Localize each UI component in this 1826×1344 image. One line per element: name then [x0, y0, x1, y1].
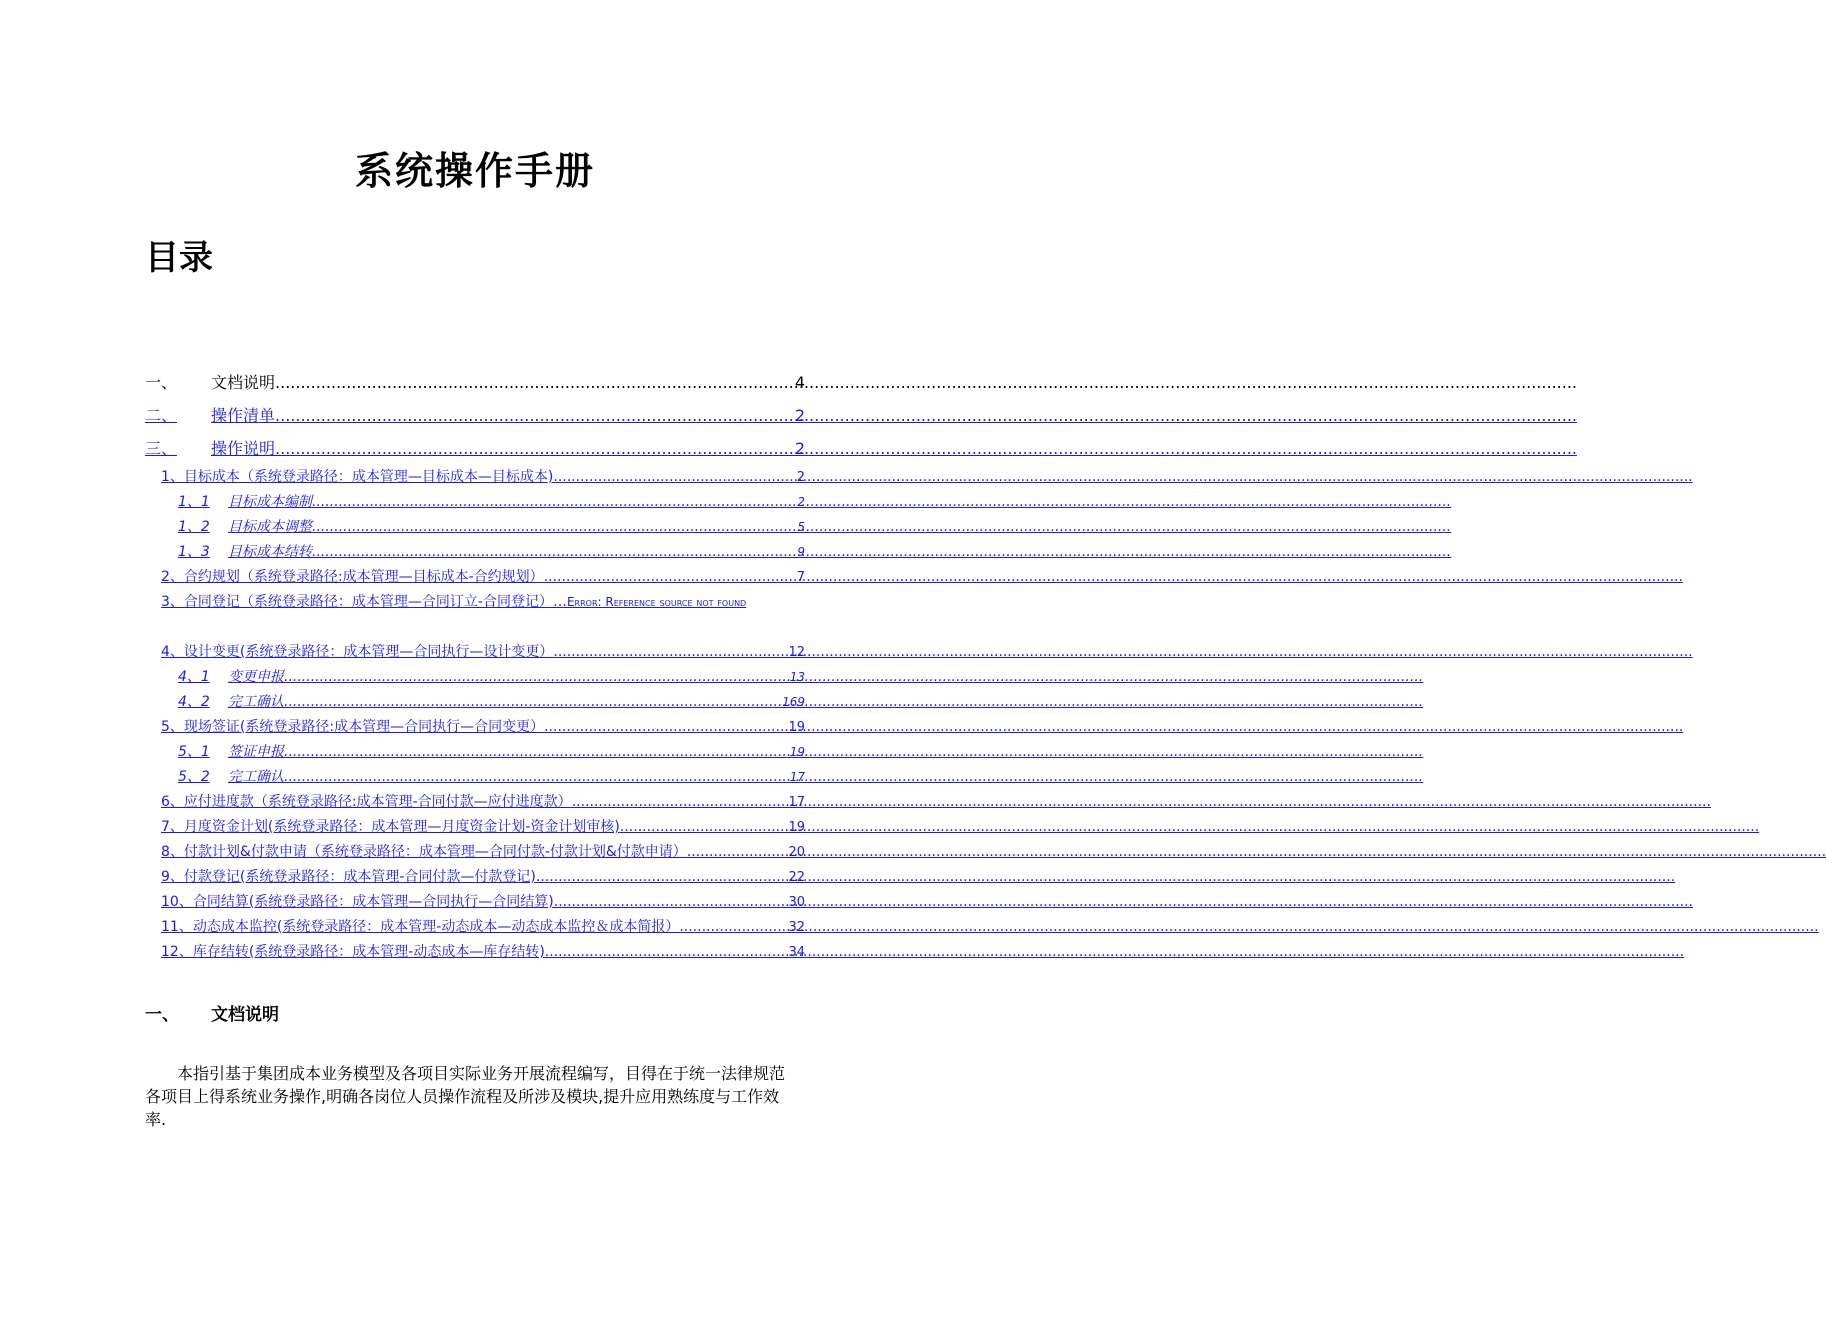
toc-entry-error: Error: Reference source not found — [566, 595, 747, 609]
toc-leader — [284, 740, 788, 765]
toc-entry-4-2[interactable] — [145, 690, 805, 715]
toc-entry-inventory-transfer[interactable] — [145, 940, 805, 965]
section-body-paragraph: 本指引基于集团成本业务模型及各项目实际业务开展流程编写，目得在于统一法律规范各项目上得系统业务操作,明确各岗位人员操作流程及所涉及模块,提升应用熟练度与工作效率. — [145, 1064, 786, 1129]
toc-leader — [545, 940, 787, 965]
toc-entry-page: 19 — [789, 745, 805, 759]
toc-leader — [572, 790, 787, 815]
toc-entry-1-1[interactable] — [145, 490, 805, 515]
toc-entry-number: 1、2 — [178, 519, 210, 535]
toc-entry-1-3[interactable] — [145, 540, 805, 565]
toc-leader — [275, 366, 793, 399]
toc-entry-page: 17 — [788, 795, 805, 810]
toc-entry-page: 2 — [794, 439, 805, 458]
toc-entry-page: 22 — [788, 870, 805, 885]
toc-entry-label: 2、合约规划（系统登录路径:成本管理—目标成本-合约规划） — [161, 569, 544, 585]
toc-entry-label: 签证申报 — [228, 744, 284, 760]
toc-entry-number: 一、 — [145, 373, 178, 392]
toc-entry-progress-payment[interactable] — [145, 790, 805, 815]
toc-entry-page: 5 — [797, 520, 805, 534]
toc-entry-payment-plan[interactable] — [145, 840, 805, 865]
toc-entry-payment-registration[interactable] — [145, 865, 805, 890]
toc-entry-page: 19 — [788, 820, 805, 835]
toc-entry-label: 11、动态成本监控(系统登录路径：成本管理-动态成本—动态成本监控＆成本简报） — [161, 919, 680, 935]
toc-entry-page: 12 — [788, 645, 805, 660]
toc-entry-number: 1、3 — [178, 544, 210, 560]
section-number: 一、 — [145, 1005, 179, 1025]
toc-entry-page: 2 — [796, 470, 805, 485]
toc-entry-5-2[interactable] — [145, 765, 805, 790]
toc-entry-page: 32 — [788, 920, 805, 935]
toc-leader — [620, 815, 787, 840]
toc-entry-4-1[interactable] — [145, 665, 805, 690]
toc-entry-label: 8、付款计划&付款申请（系统登录路径：成本管理—合同付款-付款计划&付款申请） — [161, 844, 687, 860]
toc-entry-dynamic-cost[interactable] — [145, 915, 805, 940]
toc-entry-page: 30 — [788, 895, 805, 910]
toc-entry-number: 4、2 — [178, 694, 210, 710]
toc-entry-label: 完工确认 — [228, 769, 284, 785]
toc-entry-label: 操作清单 — [211, 406, 276, 425]
toc-entry-page: 169 — [782, 695, 805, 709]
toc-entry-5-1[interactable] — [145, 740, 805, 765]
toc-leader — [312, 490, 795, 515]
toc-entry-3[interactable] — [145, 432, 805, 465]
toc-entry-label: 10、合同结算(系统登录路径：成本管理—合同执行—合同结算) — [161, 894, 554, 910]
toc-entry-label: 9、付款登记(系统登录路径：成本管理-合同付款—付款登记) — [161, 869, 536, 885]
toc-entry-number: 1、1 — [178, 494, 210, 510]
toc-leader — [544, 565, 795, 590]
toc-leader — [544, 715, 786, 740]
toc-entry-number: 5、2 — [178, 769, 210, 785]
toc-leader — [275, 432, 793, 465]
toc-entry-number: 三、 — [145, 439, 178, 458]
toc-entry-2[interactable] — [145, 399, 805, 432]
toc-entry-label: 12、库存结转(系统登录路径：成本管理-动态成本—库存结转) — [161, 944, 545, 960]
toc-entry-page: 7 — [796, 570, 805, 585]
toc-entry-page: 13 — [789, 670, 805, 684]
toc-entry-page: 19 — [788, 720, 805, 735]
toc-leader — [312, 515, 795, 540]
toc-entry-number: 4、1 — [178, 669, 210, 685]
toc-entry-label: 6、应付进度款（系统登录路径:成本管理-合同付款—应付进度款） — [161, 794, 572, 810]
toc-entry-label: 5、现场签证(系统登录路径:成本管理—合同执行—合同变更） — [161, 719, 545, 735]
toc-entry-page: 17 — [789, 770, 805, 784]
toc-heading: 目录 — [145, 238, 213, 278]
toc-entry-label: 4、设计变更(系统登录路径：成本管理—合同执行—设计变更） — [161, 644, 554, 660]
table-of-contents — [145, 366, 805, 965]
toc-entry-page: 2 — [794, 406, 805, 425]
toc-entry-page: 2 — [797, 495, 805, 509]
toc-entry-label: 文档说明 — [211, 373, 276, 392]
toc-entry-1[interactable] — [145, 366, 805, 399]
toc-entry-label: 3、合同登记（系统登录路径：成本管理—合同订立-合同登记）… — [161, 594, 567, 610]
toc-entry-label: 变更申报 — [228, 669, 284, 685]
toc-leader — [284, 765, 788, 790]
toc-leader — [312, 540, 795, 565]
toc-entry-label: 目标成本编制 — [228, 494, 312, 510]
toc-entry-page: 34 — [788, 945, 805, 960]
toc-entry-monthly-fund-plan[interactable] — [145, 815, 805, 840]
toc-entry-design-change[interactable] — [145, 640, 805, 665]
toc-entry-1-2[interactable] — [145, 515, 805, 540]
toc-leader — [275, 399, 793, 432]
toc-leader — [679, 915, 786, 940]
toc-entry-page: 9 — [797, 545, 805, 559]
toc-entry-label: 目标成本结转 — [228, 544, 312, 560]
toc-leader — [284, 665, 788, 690]
toc-leader — [553, 465, 794, 490]
section-title: 文档说明 — [211, 1005, 279, 1025]
toc-leader — [536, 865, 787, 890]
toc-entry-contract-registration[interactable] — [145, 590, 805, 640]
toc-entry-contract-planning[interactable] — [145, 565, 805, 590]
toc-entry-site-visa[interactable] — [145, 715, 805, 740]
toc-leader — [687, 840, 787, 865]
toc-entry-label: 完工确认 — [228, 694, 284, 710]
document-title: 系统操作手册 — [354, 149, 595, 193]
section-heading — [145, 1000, 279, 1025]
toc-entry-number: 5、1 — [178, 744, 210, 760]
toc-entry-page: 4 — [794, 373, 805, 392]
toc-entry-label: 1、目标成本（系统登录路径：成本管理—目标成本—目标成本) — [161, 469, 554, 485]
toc-leader — [554, 890, 787, 915]
toc-leader — [553, 640, 786, 665]
toc-entry-label: 操作说明 — [211, 439, 276, 458]
toc-entry-number: 二、 — [145, 406, 178, 425]
toc-entry-label: 7、月度资金计划(系统登录路径：成本管理—月度资金计划-资金计划审核) — [161, 819, 620, 835]
toc-entry-target-cost[interactable] — [145, 465, 805, 490]
toc-entry-contract-settlement[interactable] — [145, 890, 805, 915]
toc-leader — [284, 690, 780, 715]
toc-entry-label: 目标成本调整 — [228, 519, 312, 535]
toc-entry-page: 20 — [788, 845, 805, 860]
